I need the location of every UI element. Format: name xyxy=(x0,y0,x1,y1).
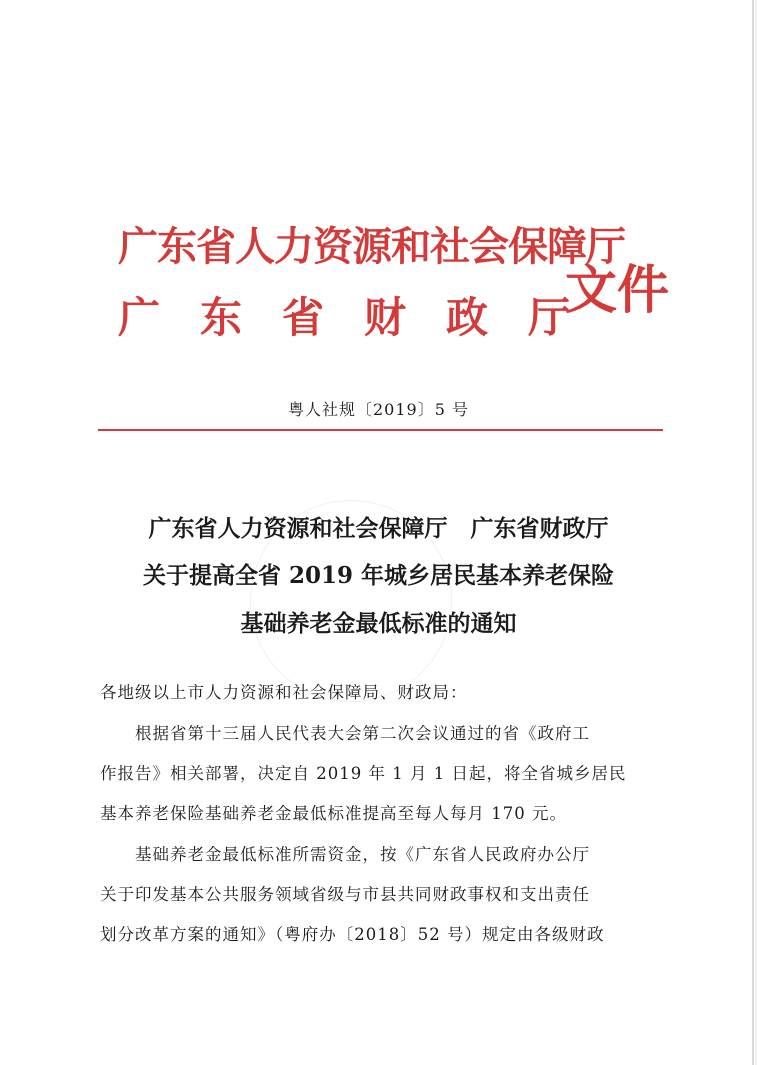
salutation: 各地级以上市人力资源和社会保障局、财政局： xyxy=(100,683,468,702)
issuer-line-2: 广东省财政厅 xyxy=(118,293,611,342)
document-header xyxy=(0,0,757,360)
title-line-1: 广东省人力资源和社会保障厅 广东省财政厅 xyxy=(148,515,609,542)
paragraph-1-line-2: 作报告》相关部署，决定自 2019 年 1 月 1 日起，将全省城乡居民 xyxy=(100,764,627,783)
red-divider xyxy=(98,429,663,431)
title-line-2: 关于提高全省 2019 年城乡居民基本养老保险 xyxy=(142,562,615,589)
document-number: 粤人社规〔2019〕5 号 xyxy=(288,400,469,419)
paragraph-1-line-3: 基本养老保险基础养老金最低标准提高至每人每月 170 元。 xyxy=(100,804,567,823)
issuer-line-1: 广东省人力资源和社会保障厅 xyxy=(118,223,625,270)
title-line-3: 基础养老金最低标准的通知 xyxy=(240,610,517,637)
paragraph-1-line-1: 根据省第十三届人民代表大会第二次会议通过的省《政府工 xyxy=(100,724,590,743)
paragraph-2-line-1: 基础养老金最低标准所需资金，按《广东省人民政府办公厅 xyxy=(100,845,590,864)
document-suffix: 文件 xyxy=(565,260,670,321)
paragraph-2-line-2: 关于印发基本公共服务领域省级与市县共同财政事权和支出责任 xyxy=(100,885,590,904)
paragraph-2-line-3: 划分改革方案的通知》（粤府办〔2018〕52 号）规定由各级财政 xyxy=(100,925,605,944)
